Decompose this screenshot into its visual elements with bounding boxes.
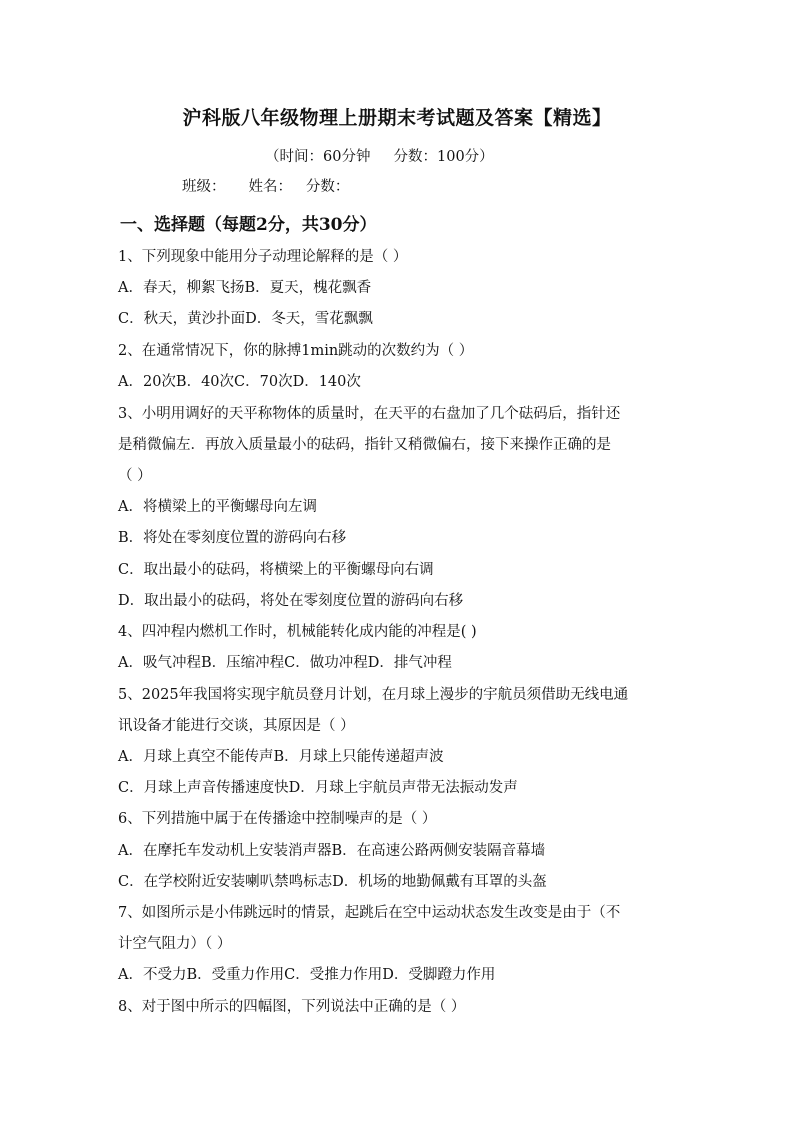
question-line: 讯设备才能进行交谈，其原因是（ ） xyxy=(118,718,355,734)
document-title: 沪科版八年级物理上册期末考试题及答案【精选】 xyxy=(182,107,612,129)
question-line: 计空气阻力）（ ） xyxy=(118,936,232,952)
option-line: C．月球上声音传播速度快D．月球上宇航员声带无法振动发声 xyxy=(118,780,518,796)
option-line: A．春天，柳絮飞扬B．夏天，槐花飘香 xyxy=(118,280,372,296)
option-line: C．秋天，黄沙扑面D．冬天，雪花飘飘 xyxy=(118,311,373,327)
question-line: 是稍微偏左．再放入质量最小的砝码，指针又稍微偏右，接下来操作正确的是 xyxy=(118,437,611,453)
option-line: C．取出最小的砝码，将横梁上的平衡螺母向右调 xyxy=(118,562,434,578)
question-line: 4、四冲程内燃机工作时，机械能转化成内能的冲程是( ) xyxy=(118,624,477,640)
question-line: 1、下列现象中能用分子动理论解释的是（ ） xyxy=(118,249,408,265)
option-line: A．月球上真空不能传声B．月球上只能传递超声波 xyxy=(118,749,444,765)
question-line: 7、如图所示是小伟跳远时的情景，起跳后在空中运动状态发生改变是由于（不 xyxy=(118,905,621,921)
option-line: A．20次B．40次C．70次D．140次 xyxy=(118,374,361,390)
question-line: 5、2025年我国将实现宇航员登月计划，在月球上漫步的宇航员须借助无线电通 xyxy=(118,687,629,703)
option-line: A．在摩托车发动机上安装消声器B．在高速公路两侧安装隔音幕墙 xyxy=(118,843,546,859)
question-line: （ ） xyxy=(118,468,152,484)
question-line: 8、对于图中所示的四幅图，下列说法中正确的是（ ） xyxy=(118,999,466,1015)
student-info: 班级： 姓名： 分数： xyxy=(182,179,350,195)
exam-meta: （时间：60分钟 分数：100分） xyxy=(265,149,494,165)
question-line: 2、在通常情况下，你的脉搏1min跳动的次数约为（ ） xyxy=(118,343,474,359)
option-line: A．吸气冲程B．压缩冲程C．做功冲程D．排气冲程 xyxy=(118,655,452,671)
question-line: 6、下列措施中属于在传播途中控制噪声的是（ ） xyxy=(118,811,437,827)
question-line: 3、小明用调好的天平称物体的质量时，在天平的右盘加了几个砝码后，指针还 xyxy=(118,406,621,422)
option-line: A．将横梁上的平衡螺母向左调 xyxy=(118,499,317,515)
option-line: B．将处在零刻度位置的游码向右移 xyxy=(118,530,347,546)
option-line: A．不受力B．受重力作用C．受推力作用D．受脚蹬力作用 xyxy=(118,967,496,983)
option-line: C．在学校附近安装喇叭禁鸣标志D．机场的地勤佩戴有耳罩的头盔 xyxy=(118,874,547,890)
section-heading: 一、选择题（每题2分，共30分） xyxy=(120,215,377,235)
option-line: D．取出最小的砝码，将处在零刻度位置的游码向右移 xyxy=(118,593,464,609)
